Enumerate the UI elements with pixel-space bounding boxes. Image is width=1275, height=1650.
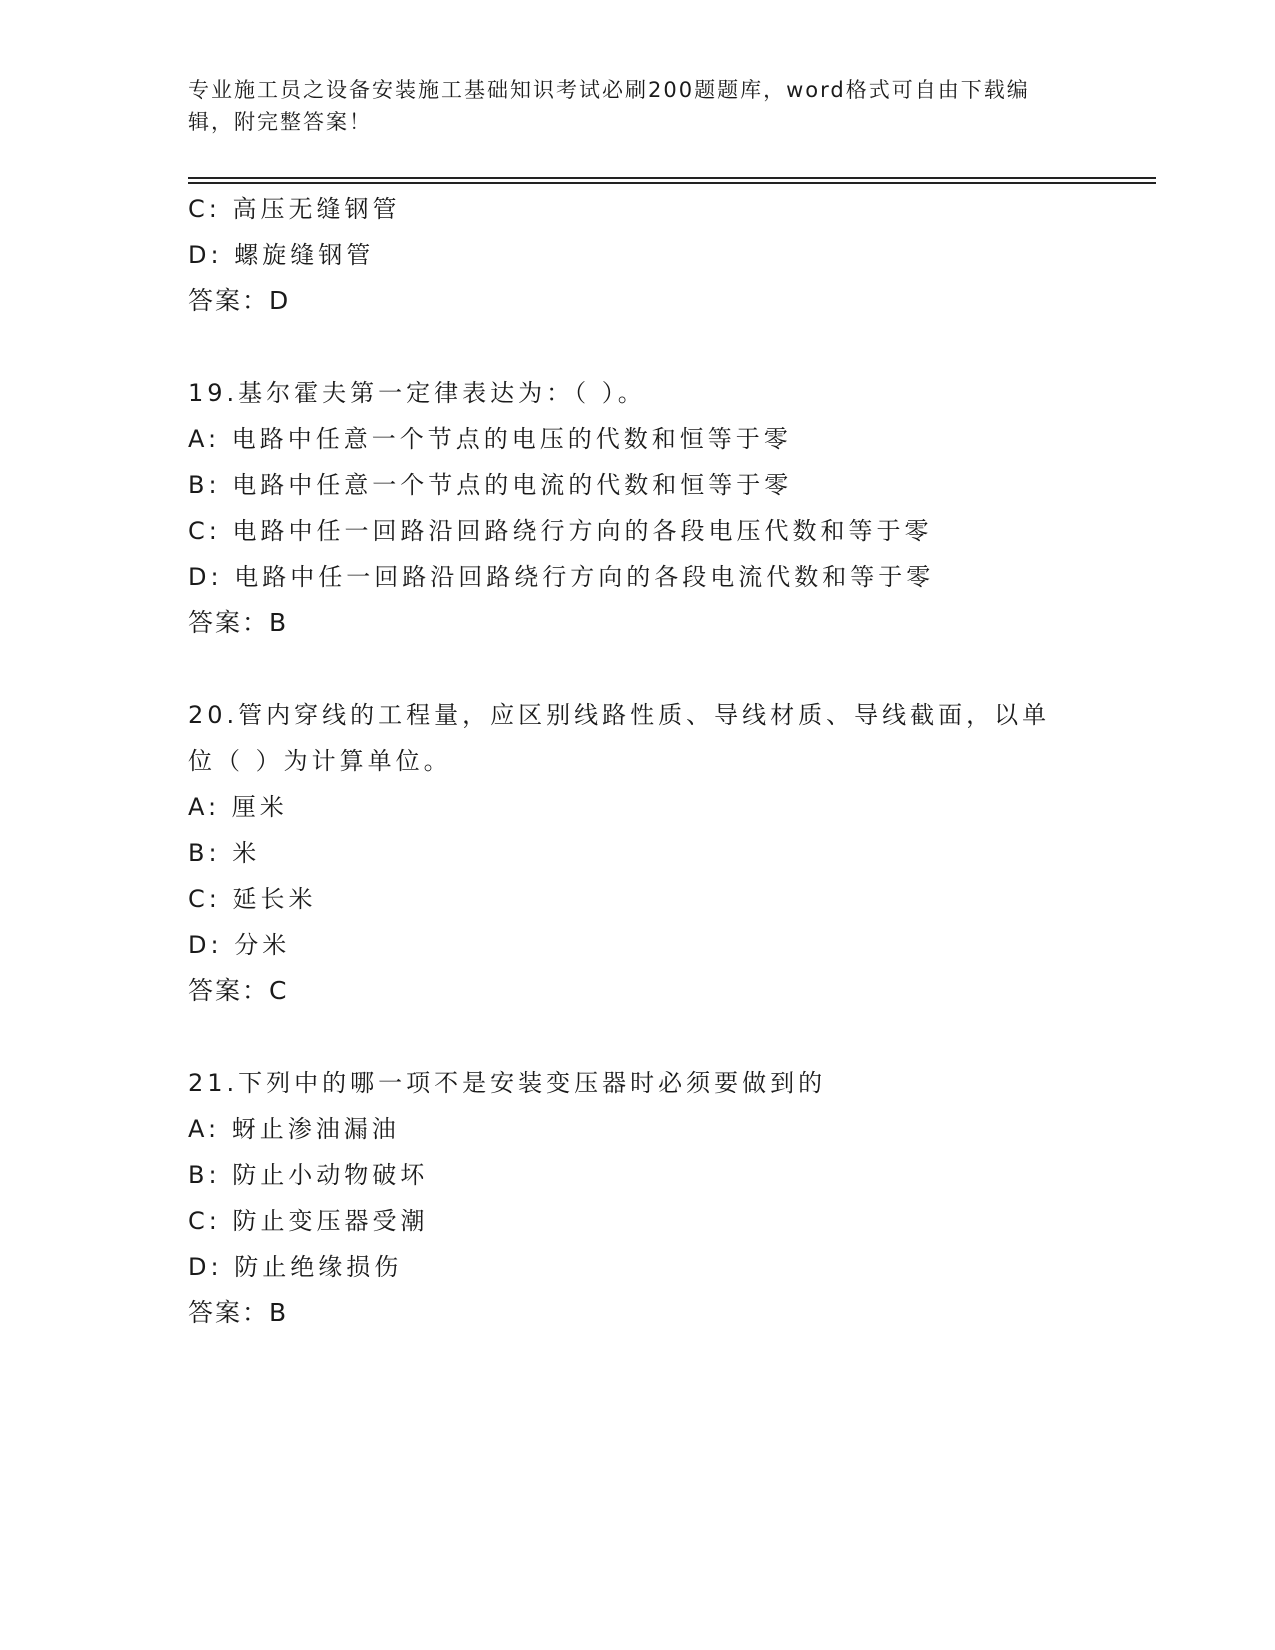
question-list [188, 186, 1088, 1336]
option-d: D: 电路中任一回路沿回路绕行方向的各段电流代数和等于零 [188, 563, 935, 591]
answer-line: 答案：C [188, 976, 289, 1005]
header-rule-top [188, 177, 1156, 179]
option-c: C: 防止变压器受潮 [188, 1207, 429, 1235]
option-d: D: 分米 [188, 931, 291, 959]
option-d: D: 防止绝缘损伤 [188, 1253, 403, 1281]
option-c: C: 电路中任一回路沿回路绕行方向的各段电压代数和等于零 [188, 517, 933, 545]
answer-line: 答案：B [188, 608, 289, 637]
option-a: A: 电路中任意一个节点的电压的代数和恒等于零 [188, 425, 792, 453]
option-a: A: 蚜止渗油漏油 [188, 1115, 400, 1143]
question-stem: 21.下列中的哪一项不是安装变压器时必须要做到的 [188, 1069, 827, 1097]
option-b: B: 电路中任意一个节点的电流的代数和恒等于零 [188, 471, 793, 499]
answer-line: 答案：D [188, 286, 291, 315]
document-header: 专业施工员之设备安装施工基础知识考试必刷200题题库，word格式可自由下载编辑，附完整答案！ [188, 78, 1030, 134]
option-c: C: 延长米 [188, 885, 317, 913]
option-a: A: 厘米 [188, 793, 288, 821]
question-stem: 20.管内穿线的工程量，应区别线路性质、导线材质、导线截面，以单 [188, 701, 1051, 729]
option-b: B: 米 [188, 839, 261, 867]
option-b: B: 防止小动物破坏 [188, 1161, 429, 1189]
option-d: D: 螺旋缝钢管 [188, 241, 375, 269]
option-c: C: 高压无缝钢管 [188, 195, 401, 223]
answer-line: 答案：B [188, 1298, 289, 1327]
question-stem: 19.基尔霍夫第一定律表达为：（ ）。 [188, 379, 646, 407]
question-stem-continued: 位（ ）为计算单位。 [188, 747, 452, 775]
header-rule-bottom [188, 182, 1156, 184]
